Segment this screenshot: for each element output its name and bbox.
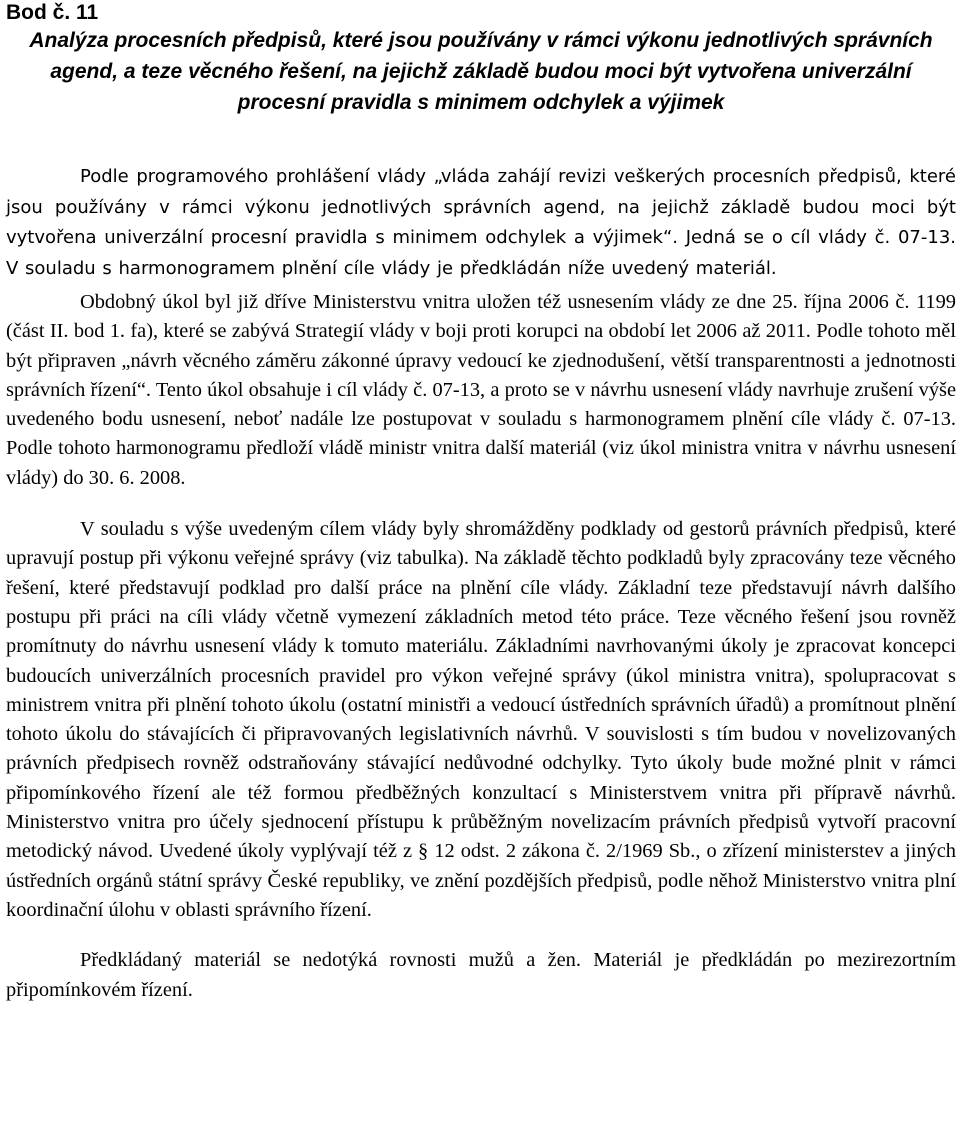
item-number: Bod č. 11: [6, 1, 99, 24]
paragraph-materials: V souladu s výše uvedeným cílem vlády byly shromážděny podklady od gestorů právních předpisů, které upravují postup při výkonu veřejné správy (viz tabulka). Na základě těchto podkladů byly zpracovány teze věcného řešení, které představují podklad pro další práce na plnění cíle vlády. Základní teze představují návrh dalšího postupu při práci na cíli vlády včetně vymezení základních metod této práce. Teze věcného řešení jsou rovněž promítnuty do návrhu usnesení vlády k tomuto materiálu. Základními navrhovanými úkoly je zpracovat koncepci budoucích univerzálních procesních pravidel pro výkon veřejné správy (úkol ministra vnitra), spolupracovat s ministrem vnitra při plnění tohoto úkolu (ostatní ministři a vedoucí ústředních správních úřadů) a promítnout plnění tohoto úkolu do stávajících či připravovaných legislativních návrhů. V souvislosti s tím budou v novelizovaných právních předpisech rovněž odstraňovány stávající nedůvodné odchylky. Tyto úkoly bude možné plnit v rámci připomínkového řízení ale též formou předběžných konzultací s Ministerstvem vnitra při přípravě návrhů. Ministerstvo vnitra pro účely sjednocení přístupu k průběžným novelizacím právních předpisů vytvoří pracovní metodický návod. Uvedené úkoly vyplývají též z § 12 odst. 2 zákona č. 2/1969 Sb., o zřízení ministerstev a jiných ústředních orgánů státní správy České republiky, ve znění pozdějších předpisů, podle něhož Ministerstvo vnitra plní koordinační úlohu v oblasti správního řízení.: [6, 518, 956, 921]
paragraph-gender-equality: Předkládaný materiál se nedotýká rovnosti mužů a žen. Materiál je předkládán po mezirezortním připomínkovém řízení.: [6, 949, 956, 1001]
page-title: Analýza procesních předpisů, které jsou používány v rámci výkonu jednotlivých správních agend, a teze věcného řešení, na jejichž základě budou moci být vytvořena univerzální procesní pravidla s minimem odchylek a výjimek: [29, 29, 933, 114]
paragraph-previous-task: Obdobný úkol byl již dříve Ministerstvu vnitra uložen též usnesením vlády ze dne 25. října 2006 č. 1199 (část II. bod 1. fa), které se zabývá Strategií vlády v boji proti korupci na období let 2006 až 2011. Podle tohoto měl být připraven „návrh věcného záměru zákonné úpravy vedoucí ke zjednodušení, větší transparentnosti a jednotnosti správních řízení“. Tento úkol obsahuje i cíl vlády č. 07-13, a proto se v návrhu usnesení vlády navrhuje zrušení výše uvedeného bodu usnesení, neboť nadále lze postupovat v souladu s harmonogramem plnění cíle vlády č. 07-13. Podle tohoto harmonogramu předloží vládě ministr vnitra další materiál (viz úkol ministra vnitra v návrhu usnesení vlády) do 30. 6. 2008.: [6, 291, 956, 489]
intro-paragraph: Podle programového prohlášení vlády „vláda zahájí revizi veškerých procesních předpisů, které jsou používány v rámci výkonu jednotlivých správních agend, na jejichž základě budou moci být vytvořena univerzální procesní pravidla s minimem odchylek a výjimek“. Jedná se o cíl vlády č. 07-13. V souladu s harmonogramem plnění cíle vlády je předkládán níže uvedený materiál.: [6, 166, 956, 279]
